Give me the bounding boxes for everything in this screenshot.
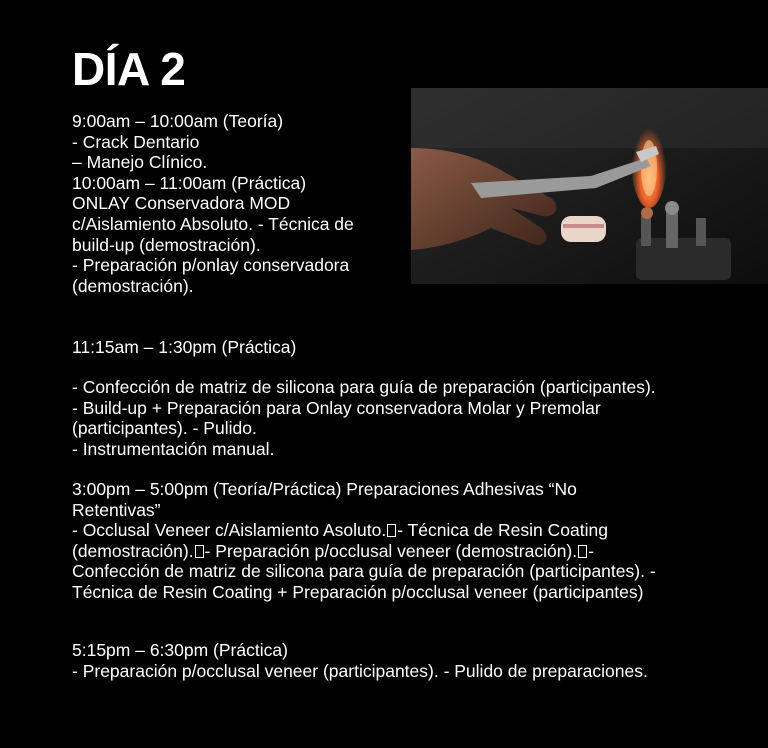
session-1-line: 10:00am – 11:00am (Práctica)	[72, 172, 307, 193]
session-1	[72, 111, 402, 296]
session-2-line: - Instrumentación manual.	[72, 438, 275, 459]
session-2-time-text: 11:15am – 1:30pm (Práctica)	[72, 337, 297, 357]
session-1-line: – Manejo Clínico.	[72, 152, 208, 173]
session-3-line: Técnica de Resin Coating + Preparación p/occlusal veneer (participantes)	[72, 581, 644, 602]
session-1-line: ONLAY Conservadora MOD	[72, 193, 291, 214]
session-1-line: build-up (demostración).	[72, 234, 261, 255]
session-3-text: - Occlusal Veneer c/Aislamiento Asoluto.	[72, 520, 387, 541]
session-1-line: - Preparación p/onlay conservadora	[72, 255, 350, 276]
session-1-line: - Crack Dentario	[72, 131, 200, 152]
session-3-line: Retentivas”	[72, 499, 161, 520]
session-1-line: (demostración).	[72, 275, 194, 296]
dental-lab-photo	[411, 88, 768, 284]
page-title: DÍA 2	[72, 43, 186, 95]
session-3-line	[72, 541, 656, 562]
session-3-text: (demostración).	[72, 540, 194, 561]
session-3-line: 3:00pm – 5:00pm (Teoría/Práctica) Preparaciones Adhesivas “No	[72, 479, 577, 499]
session-1-line: 9:00am – 10:00am (Teoría)	[72, 111, 284, 131]
session-4-line: - Preparación p/occlusal veneer (participantes). - Pulido de preparaciones.	[72, 660, 648, 681]
session-2	[72, 377, 656, 459]
missing-glyph-icon	[195, 545, 204, 558]
dental-lab-photo-illustration	[411, 88, 768, 284]
session-2-line: - Confección de matriz de silicona para guía de preparación (participantes).	[72, 377, 656, 397]
session-3-line	[72, 520, 656, 541]
session-3-text: -	[588, 540, 594, 561]
missing-glyph-icon	[387, 524, 396, 537]
session-2-line: - Build-up + Preparación para Onlay conservadora Molar y Premolar	[72, 397, 601, 418]
session-3-line: Confección de matriz de silicona para guía de preparación (participantes). -	[72, 561, 656, 582]
session-3-text: - Técnica de Resin Coating	[397, 520, 608, 541]
session-4-line: 5:15pm – 6:30pm (Práctica)	[72, 640, 288, 660]
session-2-line: (participantes). - Pulido.	[72, 418, 257, 439]
session-3	[72, 479, 656, 603]
session-1-line: c/Aislamiento Absoluto. - Técnica de	[72, 213, 354, 234]
session-3-text: - Preparación p/occlusal veneer (demostración).	[204, 540, 578, 561]
session-2-time	[72, 337, 296, 358]
missing-glyph-icon	[578, 545, 587, 558]
session-4	[72, 640, 648, 681]
